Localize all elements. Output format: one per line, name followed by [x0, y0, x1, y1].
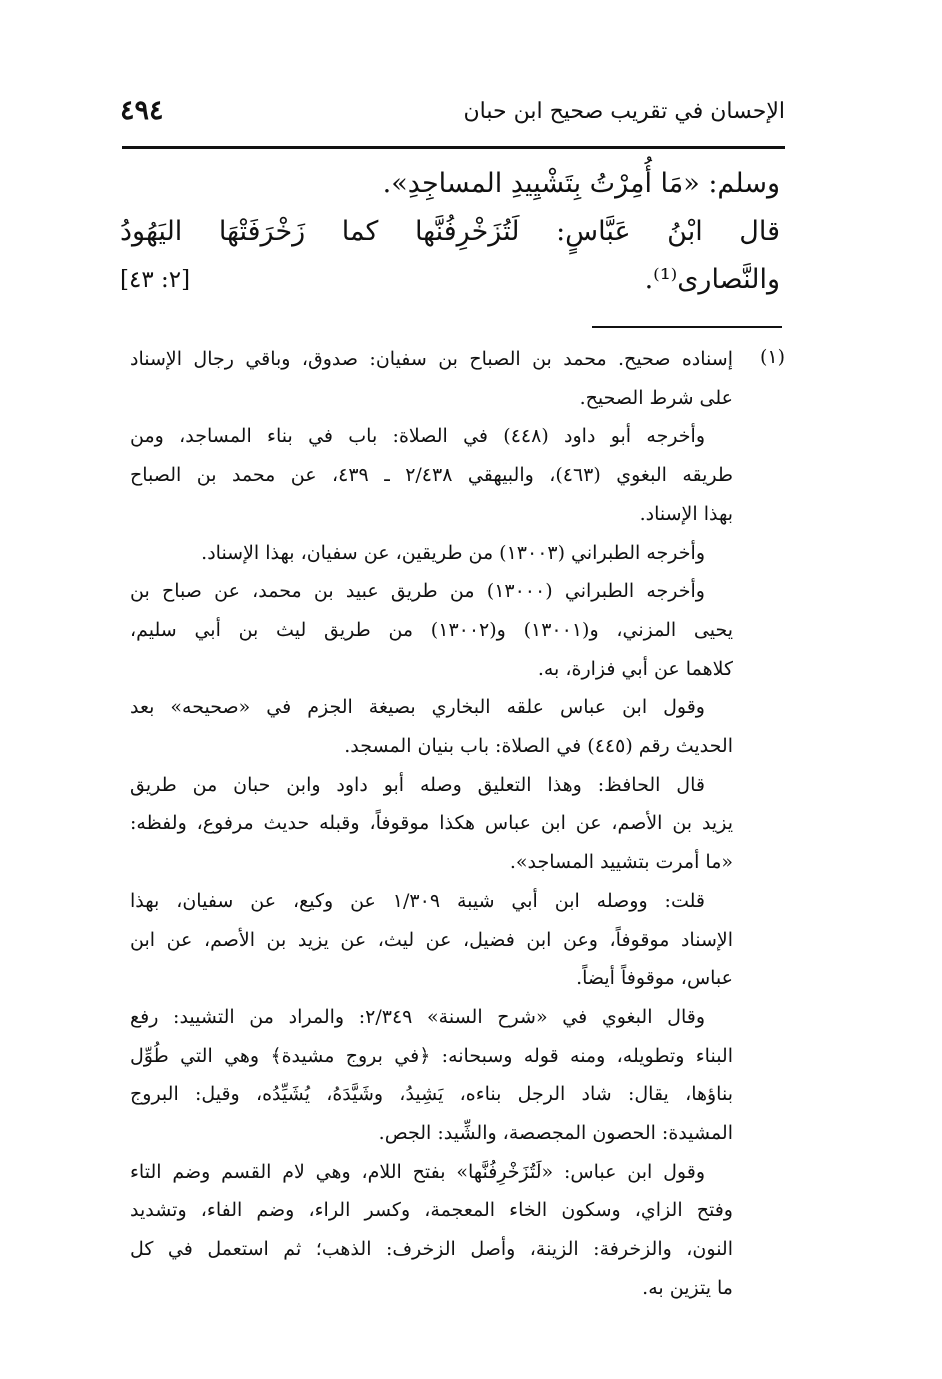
footnote-line: الإسناد موقوفاً، وعن ابن فضيل، عن ليث، عن يزيد بن الأصم، عن ابن [130, 928, 733, 951]
footnote-line: وأخرجه أبو داود (٤٤٨) في الصلاة: باب في بناء المساجد، ومن [130, 425, 705, 448]
footnote-line: عباس، موقوفاً أيضاً. [576, 967, 733, 990]
page-header [120, 95, 785, 135]
footnote-line: وقول ابن عباس علقه البخاري بصيغة الجزم في «صحيحه» بعد [130, 696, 705, 719]
footnote-line: النون، والزخرفة: الزينة، وأصل الزخرف: الذهب؛ ثم استعمل في كل [130, 1238, 733, 1261]
footnote-line: كلاهما عن أبي فزارة، به. [537, 657, 733, 680]
footnote-line: البناء وتطويله، ومنه قوله وسبحانه: ﴿في بروج مشيدة﴾ وهي التي طُوِّل [130, 1044, 733, 1067]
footnote-line: قلت: ووصله ابن أبي شيبة ١/٣٠٩ عن وكيع، عن سفيان، بهذا [130, 889, 705, 912]
main-text [120, 160, 780, 304]
main-line-2: قال ابْنُ عَبَّاسٍ: لَتُزَخْرِفُنَّها كما زَخْرَفَتْهَا اليَهُودُ [120, 216, 780, 247]
main-line-1: وسلم: «مَا أُمِرْتُ بِتَشْيِيدِ المساجِدِ». [382, 168, 780, 199]
footnote-line: على شرط الصحيح. [579, 386, 733, 409]
footnote-marker: (١) [759, 346, 785, 368]
footnote-line: المشيدة: الحصون المجصصة، والشِّيد: الجص. [378, 1122, 733, 1145]
footnote-line: ما يتزين به. [642, 1276, 733, 1299]
footnote-line: طريقه البغوي (٤٦٣)، والبيهقي ٢/٤٣٨ ـ ٤٣٩، عن محمد بن الصباح [130, 464, 733, 487]
footnote-line: بهذا الإسناد. [639, 502, 733, 525]
footnote-body [130, 340, 733, 1308]
footnote-line: قال الحافظ: وهذا التعليق وصله أبو داود وابن حبان من طريق [130, 773, 705, 796]
main-line-3-container [120, 256, 780, 304]
footnote-line: وقال البغوي في «شرح السنة» ٢/٣٤٩: والمراد من التشييد: رفع [130, 1005, 705, 1028]
citation-reference: [٢: ٤٣] [120, 267, 191, 293]
footnote-rule [592, 326, 782, 328]
footnote-line: إسناده صحيح. محمد بن الصباح بن سفيان: صدوق، وباقي رجال الإسناد [130, 348, 733, 370]
footnote-line: بناؤها، يقال: شاد الرجل بناءه، يَشِيدُ، وشَيَّدَهُ، يُشَيِّدُه، وقيل: البروج [130, 1083, 733, 1106]
main-line-3: والنَّصارى⁽¹⁾. [644, 264, 780, 295]
footnote-line: وأخرجه الطبراني (١٣٠٠٣) من طريقين، عن سفيان، بهذا الإسناد. [201, 541, 705, 564]
running-title: الإحسان في تقريب صحيح ابن حبان [463, 99, 785, 124]
footnote-line: وأخرجه الطبراني (١٣٠٠٠) من طريق عبيد بن محمد، عن صباح بن [130, 580, 705, 603]
footnote-line: وفتح الزاي، وسكون الخاء المعجمة، وكسر الراء، وضم الفاء، وتشديد [130, 1199, 733, 1222]
header-rule [122, 146, 785, 149]
footnote-line: يزيد بن الأصم، عن ابن عباس هكذا موقوفاً، وقبله حديث مرفوع، ولفظه: [130, 812, 733, 835]
footnote-line: وقول ابن عباس: «لَتُزَخْرِفُنَّها» بفتح اللام، وهي لام القسم وضم التاء [130, 1160, 705, 1183]
footnote-line: الحديث رقم (٤٤٥) في الصلاة: باب بنيان المسجد. [344, 735, 733, 758]
footnote-line: يحيى المزني، و(١٣٠٠١) و(١٣٠٠٢) من طريق ليث بن أبي سليم، [130, 618, 733, 641]
page-number: ٤٩٤ [120, 95, 164, 126]
footnote-line: «ما أمرت بتشييد المساجد». [509, 851, 733, 874]
